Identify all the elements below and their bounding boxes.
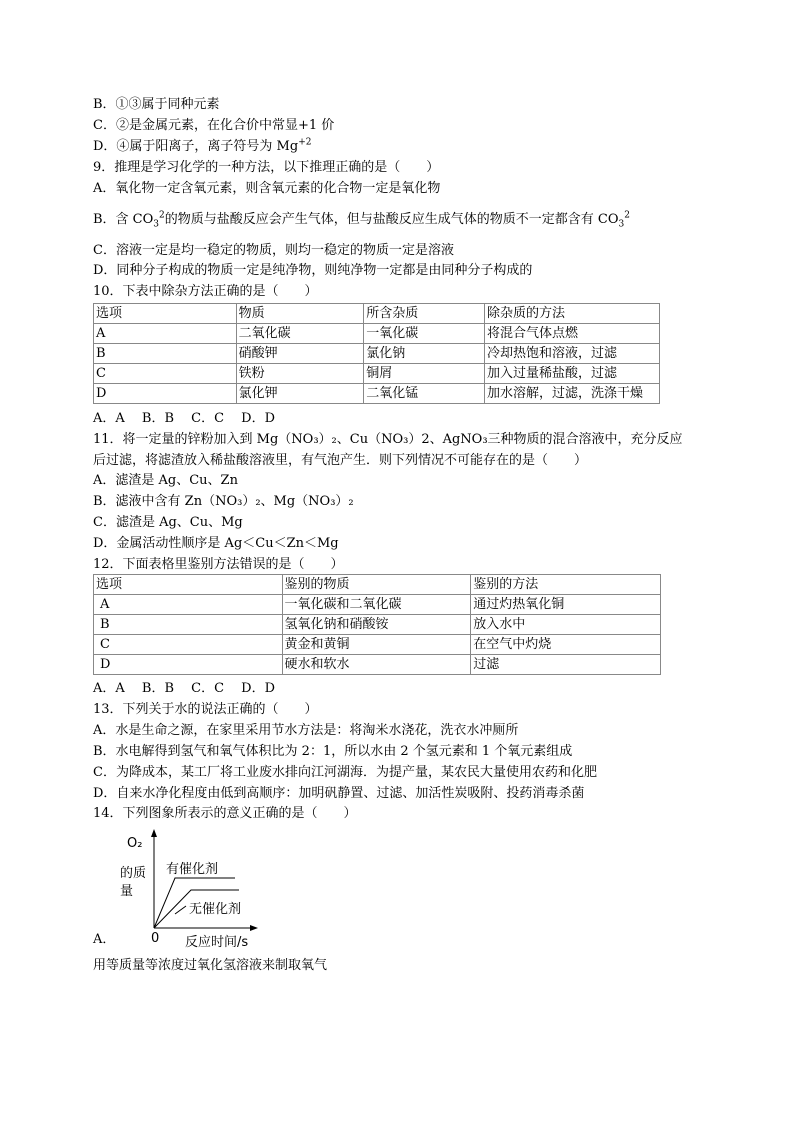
table-cell: 过滤 bbox=[471, 655, 661, 675]
table-cell: C bbox=[94, 364, 237, 384]
table-cell: 加水溶解，过滤，洗涤干燥 bbox=[485, 384, 660, 404]
q11-option-b: B．滤液中含有 Zn（NO₃）₂、Mg（NO₃）₂ bbox=[93, 494, 354, 509]
table-cell: 一氧化碳 bbox=[364, 324, 485, 344]
q13-stem: 13．下列关于水的说法正确的（ ） bbox=[93, 702, 318, 717]
q9-option-c: C．溶液一定是均一稳定的物质，则均一稳定的物质一定是溶液 bbox=[93, 243, 454, 258]
table-row bbox=[94, 384, 660, 404]
q11-option-d: D．金属活动性顺序是 Ag＜Cu＜Zn＜Mg bbox=[93, 536, 339, 551]
table-cell: 铜屑 bbox=[364, 364, 485, 384]
q12-stem: 12．下面表格里鉴别方法错误的是（ ） bbox=[93, 557, 344, 572]
q8-option-d-text: D．④属于阳离子，离子符号为 Mg bbox=[93, 139, 299, 154]
q14-option-a-label: A． bbox=[93, 932, 116, 947]
table-cell: C bbox=[94, 635, 283, 655]
table-cell: 二氧化锰 bbox=[364, 384, 485, 404]
table-row bbox=[94, 364, 660, 384]
q9-sub-3: 3 bbox=[153, 219, 160, 230]
table-cell: 二氧化碳 bbox=[236, 324, 364, 344]
q9-sup-2: 2 bbox=[159, 210, 165, 221]
q9-sup-2b: 2 bbox=[624, 210, 630, 221]
curve-label-with-catalyst: 有催化剂 bbox=[166, 862, 219, 877]
q9-option-b-mid: 的物质与盐酸反应会产生气体，但与盐酸反应生成气体的物质不一定都含有 CO bbox=[164, 212, 619, 227]
q8-option-b: B．①③属于同种元素 bbox=[93, 97, 220, 112]
table-header-cell: 选项 bbox=[94, 304, 237, 324]
table-header-cell: 所含杂质 bbox=[364, 304, 485, 324]
q9-sub-3b: 3 bbox=[618, 219, 625, 230]
q14-graph bbox=[93, 828, 273, 948]
q8-option-c: C．②是金属元素，在化合价中常显+1 价 bbox=[93, 118, 335, 133]
q8-option-d bbox=[93, 139, 311, 155]
table-header-cell: 鉴别的物质 bbox=[282, 575, 471, 595]
table-cell: 冷却热饱和溶液，过滤 bbox=[485, 344, 660, 364]
table-row bbox=[94, 324, 660, 344]
q14-stem: 14．下列图象所表示的意义正确的是（ ） bbox=[93, 806, 357, 821]
table-cell: 硬水和软水 bbox=[282, 655, 471, 675]
q9-option-d: D．同种分子构成的物质一定是纯净物，则纯净物一定都是由同种分子构成的 bbox=[93, 263, 533, 278]
table-header-cell: 选项 bbox=[94, 575, 283, 595]
table-cell: 氢氧化钠和硝酸铵 bbox=[282, 615, 471, 635]
table-header-cell: 物质 bbox=[236, 304, 364, 324]
table-cell: D bbox=[94, 384, 237, 404]
table-cell: 氯化钾 bbox=[236, 384, 364, 404]
table-row bbox=[94, 615, 661, 635]
table-cell: 硝酸钾 bbox=[236, 344, 364, 364]
table-cell: D bbox=[94, 655, 283, 675]
table-row bbox=[94, 344, 660, 364]
label-pointer bbox=[175, 906, 186, 914]
q13-option-c: C．为降成本，某工厂将工业废水排向江河湖海．为提产量，某农民大量使用农药和化肥 bbox=[93, 765, 597, 780]
q8-ion-charge: +2 bbox=[298, 137, 312, 148]
q9-option-a: A．氧化物一定含氧元素，则含氧元素的化合物一定是氧化物 bbox=[93, 181, 441, 196]
y-label-o2: O₂ bbox=[127, 836, 143, 851]
q14-option-a-caption: 用等质量等浓度过氧化氢溶液来制取氧气 bbox=[93, 958, 328, 973]
table-row bbox=[94, 655, 661, 675]
q11-option-c: C．滤渣是 Ag、Cu、Mg bbox=[93, 515, 243, 530]
q13-option-b: B．水电解得到氢气和氧气体积比为 2：1，所以水由 2 个氢元素和 1 个氧元素组成 bbox=[93, 744, 573, 759]
table-cell: 一氧化碳和二氧化碳 bbox=[282, 595, 471, 615]
table-row bbox=[94, 635, 661, 655]
table-cell: 铁粉 bbox=[236, 364, 364, 384]
q10-stem: 10．下表中除杂方法正确的是（ ） bbox=[93, 284, 318, 299]
x-axis-arrow-icon bbox=[250, 925, 258, 931]
table-cell: B bbox=[94, 615, 283, 635]
table-cell: 氯化钠 bbox=[364, 344, 485, 364]
table-cell: B bbox=[94, 344, 237, 364]
origin-label: 0 bbox=[151, 931, 160, 946]
q12-options: A．A B．B C．C D．D bbox=[93, 681, 276, 696]
q11-option-a: A．滤渣是 Ag、Cu、Zn bbox=[93, 473, 238, 488]
q11-stem-line1: 11．将一定量的锌粉加入到 Mg（NO₃）₂、Cu（NO₃）2、AgNO₃三种物质的混合溶液中，充分反应 bbox=[93, 432, 683, 447]
table-row bbox=[94, 595, 661, 615]
x-axis-label: 反应时间/s bbox=[185, 935, 249, 950]
q13-option-d: D．自来水净化程度由低到高顺序：加明矾静置、过滤、加活性炭吸附、投药消毒杀菌 bbox=[93, 786, 585, 801]
table-header-row bbox=[94, 304, 660, 324]
table-cell: A bbox=[94, 324, 237, 344]
table-cell: 将混合气体点燃 bbox=[485, 324, 660, 344]
q9-stem: 9．推理是学习化学的一种方法，以下推理正确的是（ ） bbox=[93, 160, 440, 175]
q9-option-b-pre: B．含 CO bbox=[93, 212, 154, 227]
q11-stem-line2: 后过滤，将滤渣放入稀盐酸溶液里，有气泡产生．则下列情况不可能存在的是（ ） bbox=[93, 453, 588, 468]
table-cell: 放入水中 bbox=[471, 615, 661, 635]
table-cell: 在空气中灼烧 bbox=[471, 635, 661, 655]
table-header-cell: 鉴别的方法 bbox=[471, 575, 661, 595]
y-label-mass: 的质 bbox=[120, 866, 147, 881]
table-cell: A bbox=[94, 595, 283, 615]
q10-table bbox=[93, 303, 660, 404]
q12-table bbox=[93, 574, 661, 675]
y-axis-arrow-icon bbox=[151, 829, 157, 837]
q10-options: A．A B．B C．C D．D bbox=[93, 411, 276, 426]
y-label-quantity: 量 bbox=[120, 884, 134, 899]
table-header-cell: 除杂质的方法 bbox=[485, 304, 660, 324]
curve-label-without-catalyst: 无催化剂 bbox=[189, 902, 242, 917]
table-cell: 通过灼热氧化铜 bbox=[471, 595, 661, 615]
table-header-row bbox=[94, 575, 661, 595]
table-cell: 加入过量稀盐酸，过滤 bbox=[485, 364, 660, 384]
q13-option-a: A．水是生命之源，在家里采用节水方法是：将淘米水浇花，洗衣水冲厕所 bbox=[93, 723, 519, 738]
q9-option-b bbox=[93, 212, 630, 228]
table-cell: 黄金和黄铜 bbox=[282, 635, 471, 655]
